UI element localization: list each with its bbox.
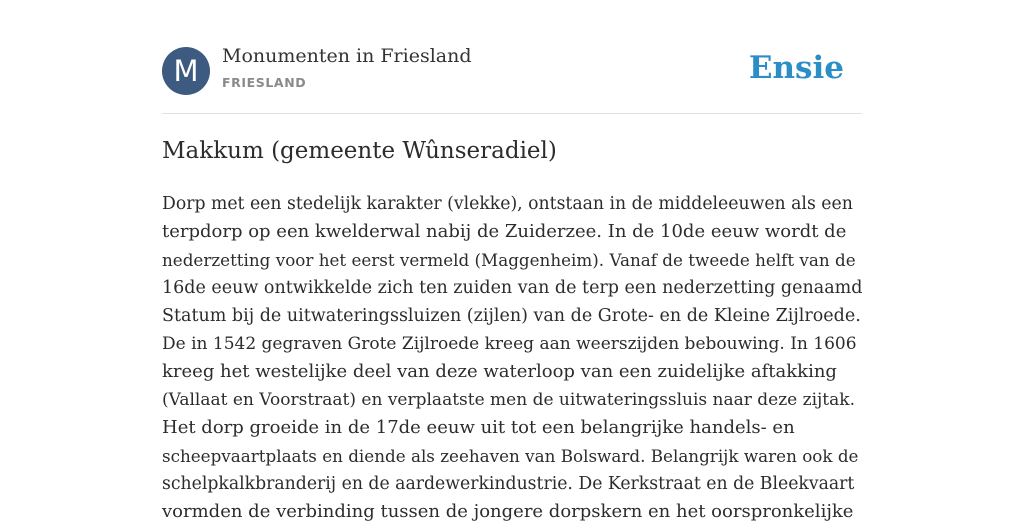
body-line: De in 1542 gegraven Grote Zijlroede kreeg aan weerszijden bebouwing. In 1606 [162,334,857,354]
body-line: (Vallaat en Voorstraat) en verplaatste men de uitwateringssluis naar deze zijtak. [162,390,855,410]
body-line: vormden de verbinding tussen de jongere dorpskern en het oorspronkelijke [162,501,854,522]
body-line: 16de eeuw ontwikkelde zich ten zuiden van de terp een nederzetting genaamd [162,278,863,298]
body-line: kreeg het westelijke deel van deze waterloop van een zuidelijke aftakking [162,361,837,382]
article-body [162,190,862,526]
source-subtitle: FRIESLAND [222,75,307,90]
avatar[interactable]: M [162,47,210,95]
body-line: schelpkalkbranderij en de aardewerkindustrie. De Kerkstraat en de Bleekvaart [162,474,855,494]
page-title: Makkum (gemeente Wûnseradiel) [162,138,557,164]
body-line: scheepvaartplaats en diende als zeehaven van Bolsward. Belangrijk waren ook de [162,446,859,466]
brand-logo[interactable]: Ensie [748,50,844,86]
body-line: nederzetting voor het eerst vermeld (Maggenheim). Vanaf de tweede helft van de [162,250,856,270]
body-line: Dorp met een stedelijk karakter (vlekke), ontstaan in de middeleeuwen als een [162,194,853,214]
body-line: Het dorp groeide in de 17de eeuw uit tot een belangrijke handels- en [162,417,795,438]
page [162,0,863,522]
body-line: Statum bij de uitwateringssluizen (zijlen) van de Grote- en de Kleine Zijlroede. [162,306,861,326]
body-line: terpdorp op een kwelderwal nabij de Zuiderzee. In de 10de eeuw wordt de [162,221,847,242]
header [162,0,862,114]
source-title[interactable]: Monumenten in Friesland [222,45,472,67]
